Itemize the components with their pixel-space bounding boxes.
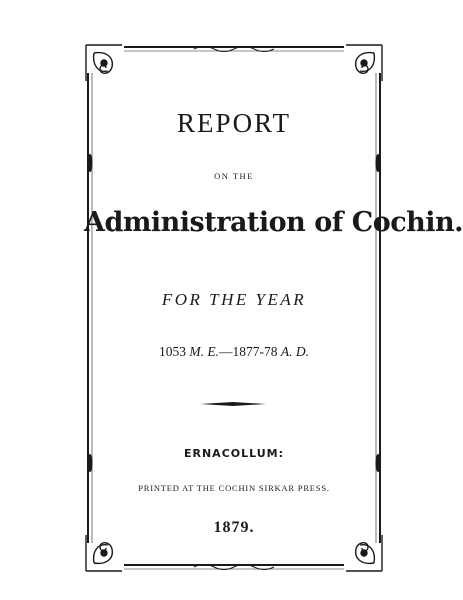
- dash-divider-icon: [200, 400, 266, 408]
- dates-ad: A. D.: [280, 344, 309, 359]
- report-title: REPORT: [177, 108, 291, 138]
- printer-line: PRINTED AT THE COCHIN SIRKAR PRESS.: [138, 483, 330, 493]
- year-dates: [84, 344, 384, 360]
- dates-me: M. E.: [189, 344, 219, 359]
- publication-year: 1879.: [213, 519, 255, 536]
- place-of-printing: ERNACOLLUM:: [183, 447, 285, 460]
- on-the-label: ON THE: [214, 171, 254, 181]
- administration-heading: Administration of Cochin.: [84, 207, 463, 238]
- dates-part1: 1053: [159, 344, 190, 359]
- dates-part2: —1877-78: [219, 344, 281, 359]
- for-the-year-label: FOR THE YEAR: [161, 290, 307, 309]
